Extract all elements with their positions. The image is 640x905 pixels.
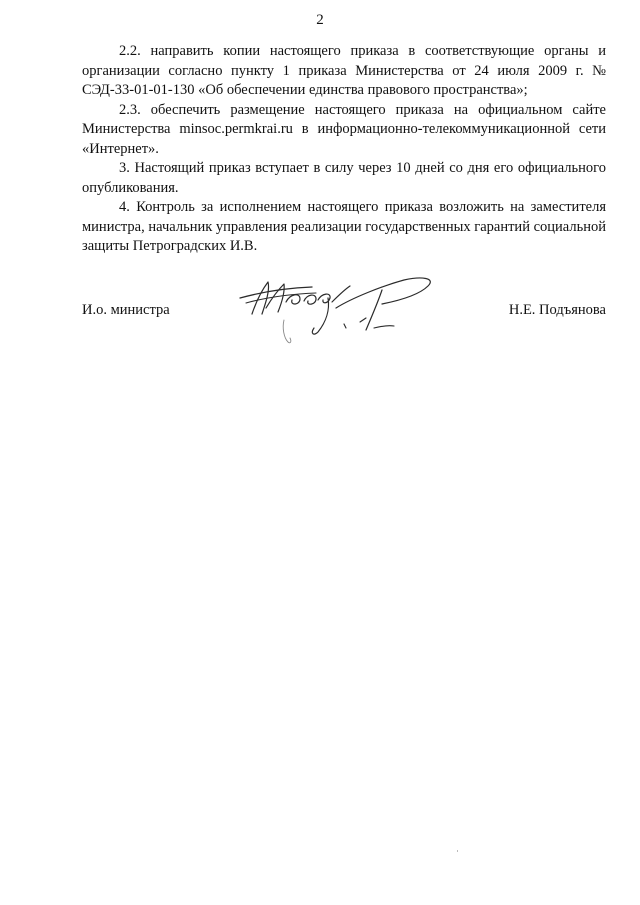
scan-speck bbox=[457, 850, 458, 852]
paragraph-2-3: 2.3. обеспечить размещение настоящего приказа на официальном сайте Министерства minsoc.permkrai.ru в информационно-телекоммуникационной сети «Интернет». bbox=[82, 101, 606, 157]
page-number: 2 bbox=[316, 12, 324, 28]
position-title: И.о. министра bbox=[82, 302, 170, 318]
paragraph-3: 3. Настоящий приказ вступает в силу через 10 дней со дня его официального опубликования. bbox=[82, 160, 606, 196]
signer-name: Н.Е. Подъянова bbox=[508, 302, 606, 318]
handwritten-signature bbox=[232, 268, 442, 350]
document-body bbox=[82, 42, 606, 257]
paragraph-2-2: 2.2. направить копии настоящего приказа в соответствующие органы и организации согласно пункту 1 приказа Министерства от 24 июля 2009 г. № СЭД-33-01-01-130 «Об обеспечении единства правового пространства»; bbox=[82, 43, 606, 98]
paragraph-4: 4. Контроль за исполнением настоящего приказа возложить на заместителя министра, начальник управления реализации государственных гарантий социальной защиты Петроградских И.В. bbox=[82, 199, 606, 254]
